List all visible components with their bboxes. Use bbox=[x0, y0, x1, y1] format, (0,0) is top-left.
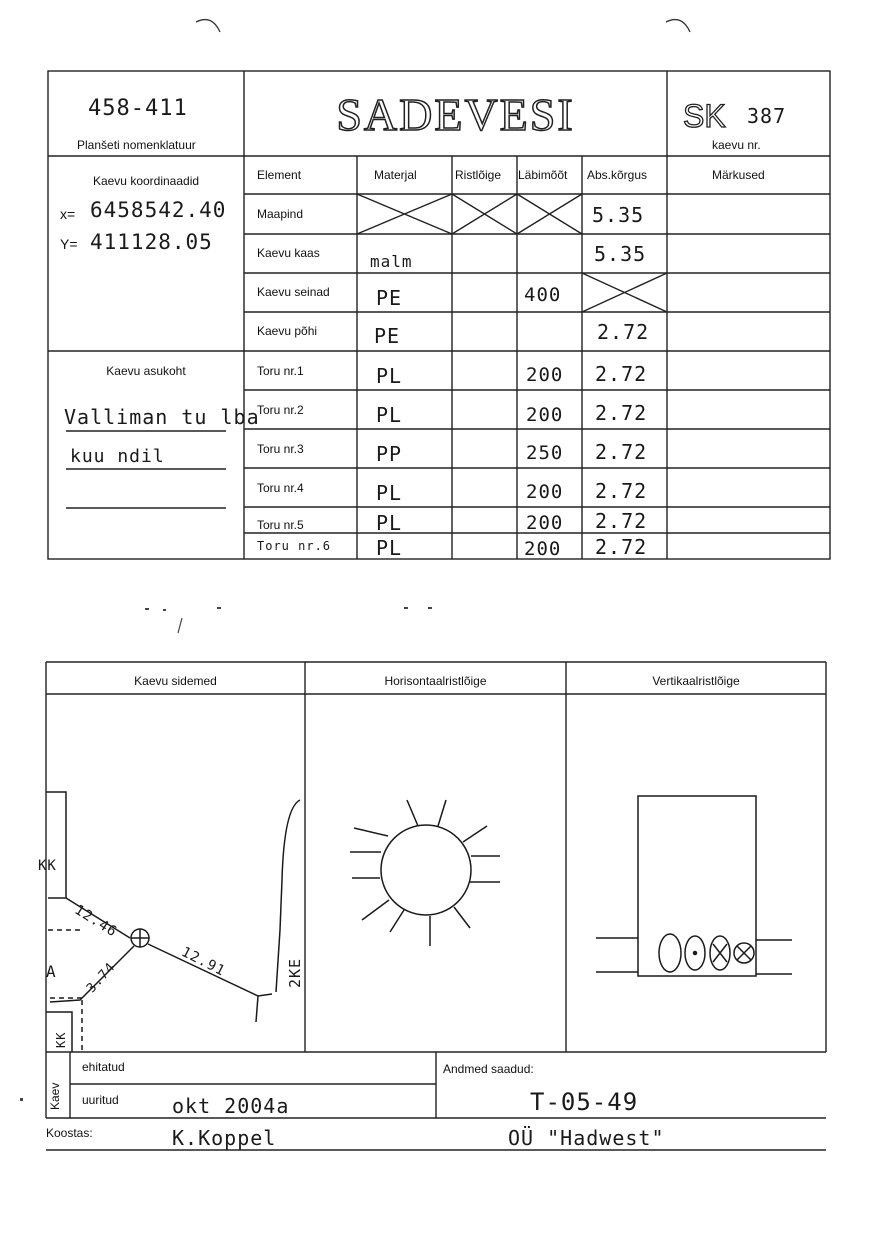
compiler-name: K.Koppel bbox=[172, 1126, 277, 1150]
well-id-prefix: SK bbox=[683, 98, 726, 134]
row-diameter: 200 bbox=[526, 364, 564, 386]
label-dist-2: 12.91 bbox=[178, 944, 229, 980]
row-material: PE bbox=[376, 286, 403, 310]
connections-label: Kaevu sidemed bbox=[134, 674, 217, 688]
label-2ke: 2KE bbox=[286, 957, 304, 988]
location-label: Kaevu asukoht bbox=[106, 364, 186, 378]
footer-side-label: Kaev bbox=[48, 1082, 62, 1110]
row-element: Maapind bbox=[257, 207, 304, 221]
col-header-diameter: Läbimõõt bbox=[518, 168, 568, 182]
label-dist-3: 3.74 bbox=[84, 959, 119, 997]
col-header-element: Element bbox=[257, 168, 302, 182]
row-height: 2.72 bbox=[595, 509, 648, 533]
well-id-number: 387 bbox=[747, 104, 787, 128]
company-name: OÜ "Hadwest" bbox=[508, 1126, 665, 1150]
row-material: PL bbox=[376, 511, 403, 535]
row-element: Toru nr.4 bbox=[257, 481, 304, 495]
row-diameter: 200 bbox=[526, 404, 564, 426]
row-element: Toru nr.2 bbox=[257, 403, 304, 417]
page-title: SADEVESI bbox=[336, 89, 575, 140]
row-element: Kaevu põhi bbox=[257, 324, 318, 338]
row-element: Kaevu seinad bbox=[257, 285, 330, 299]
label-kk-top: KK bbox=[38, 858, 57, 874]
sheet-label: Planšeti nomenklatuur bbox=[77, 138, 196, 152]
row-height: 2.72 bbox=[595, 362, 648, 386]
row-diameter: 200 bbox=[524, 538, 562, 560]
row-height: 2.72 bbox=[595, 440, 648, 464]
row-height: 5.35 bbox=[592, 203, 645, 227]
horizontal-section-label: Horisontaalristlõige bbox=[384, 674, 487, 688]
label-kk-bottom: KK bbox=[54, 1031, 68, 1048]
row-height: 2.72 bbox=[595, 535, 648, 559]
surveyed-label: uuritud bbox=[82, 1093, 119, 1107]
data-source-label: Andmed saadud: bbox=[443, 1062, 534, 1076]
data-source-value: T-05-49 bbox=[530, 1088, 639, 1116]
label-dist-1: 12.46 bbox=[71, 902, 120, 941]
row-material: PL bbox=[376, 481, 403, 505]
row-height: 2.72 bbox=[595, 401, 648, 425]
location-line-2: kuu ndil bbox=[70, 446, 165, 467]
well-no-label: kaevu nr. bbox=[712, 138, 761, 152]
row-material: PL bbox=[376, 536, 403, 560]
row-height: 2.72 bbox=[595, 479, 648, 503]
x-label: x= bbox=[60, 206, 76, 222]
built-label: ehitatud bbox=[82, 1060, 125, 1074]
surveyed-value: okt 2004a bbox=[172, 1094, 290, 1118]
row-height: 5.35 bbox=[594, 242, 647, 266]
label-a: A bbox=[46, 962, 57, 981]
row-element: Kaevu kaas bbox=[257, 246, 320, 260]
col-header-notes: Märkused bbox=[712, 168, 765, 182]
compiled-label: Koostas: bbox=[46, 1126, 93, 1140]
y-label: Y= bbox=[60, 236, 78, 252]
row-element: Toru nr.3 bbox=[257, 442, 304, 456]
row-diameter: 250 bbox=[526, 442, 564, 464]
row-material: PL bbox=[376, 403, 403, 427]
row-diameter: 400 bbox=[524, 284, 562, 306]
row-element: Toru nr.5 bbox=[257, 518, 304, 532]
col-header-material: Materjal bbox=[374, 168, 417, 182]
row-material: PP bbox=[376, 442, 403, 466]
col-header-section: Ristlõige bbox=[455, 168, 502, 182]
row-diameter: 200 bbox=[526, 512, 564, 534]
location-line-1: Valliman tu lba bbox=[64, 405, 260, 429]
row-element: Toru nr.6 bbox=[257, 539, 332, 553]
col-header-height: Abs.kõrgus bbox=[587, 168, 648, 182]
coordinates-label: Kaevu koordinaadid bbox=[92, 174, 200, 188]
row-diameter: 200 bbox=[526, 481, 564, 503]
row-height: 2.72 bbox=[597, 320, 650, 344]
sheet-number: 458-411 bbox=[88, 96, 188, 121]
row-element: Toru nr.1 bbox=[257, 364, 304, 378]
vertical-section-label: Vertikaalristlõige bbox=[652, 674, 740, 688]
row-material: PE bbox=[374, 324, 401, 348]
x-value: 6458542.40 bbox=[90, 198, 227, 222]
row-material: PL bbox=[376, 364, 403, 388]
y-value: 411128.05 bbox=[90, 230, 213, 254]
row-material: malm bbox=[370, 252, 413, 271]
